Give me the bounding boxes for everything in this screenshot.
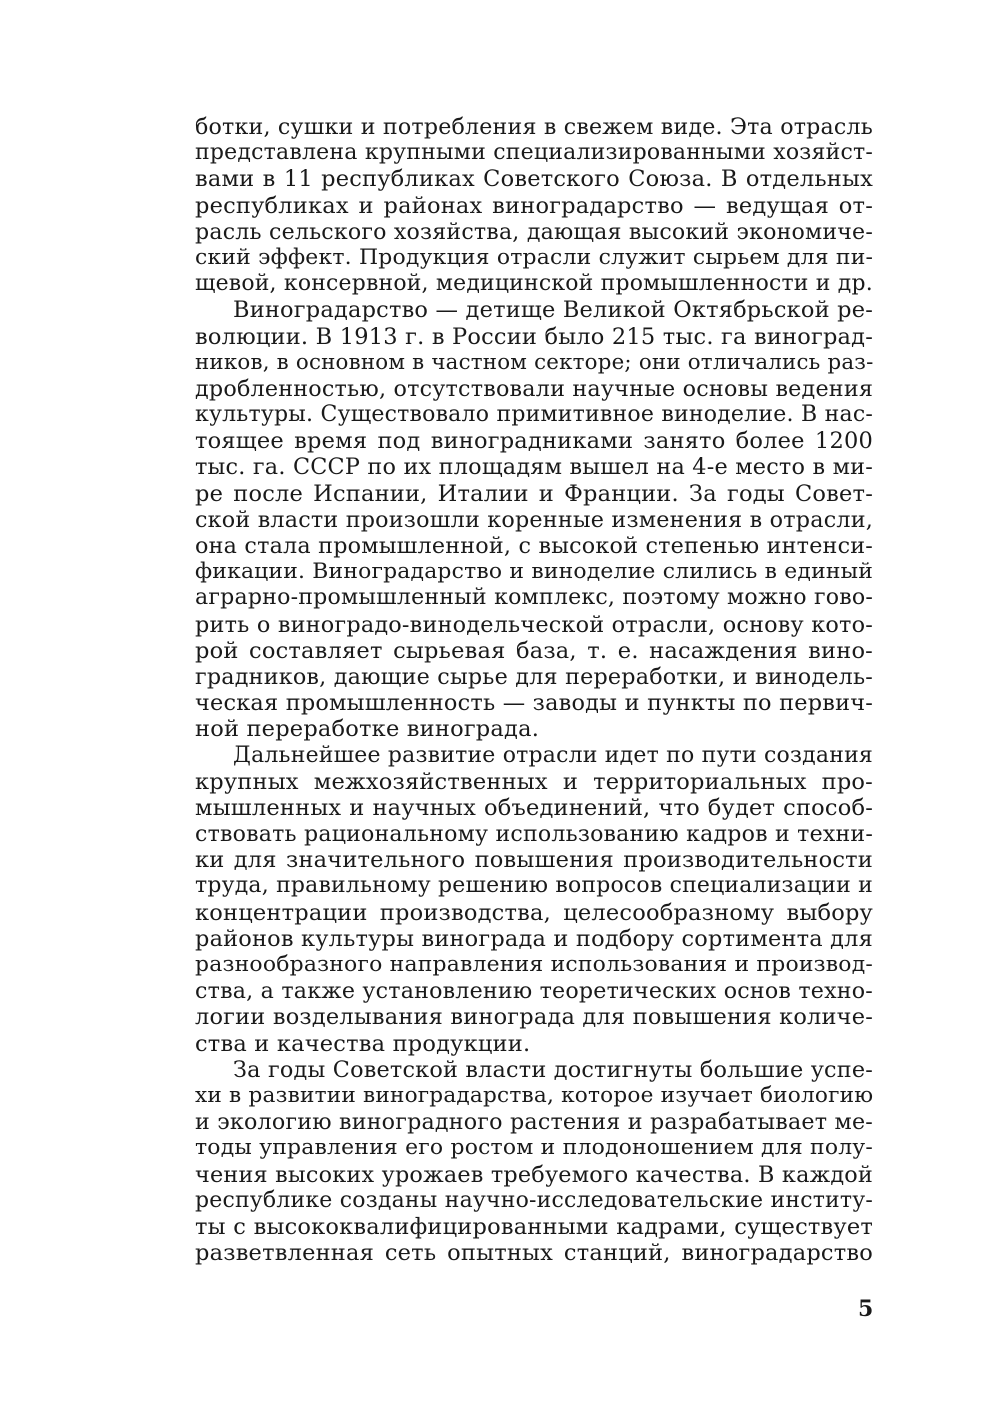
text-line: тоящее время под виноградниками занято более 1200 [195,428,873,455]
text-line: дробленностью, отсутствовали научные основы ведения [195,375,874,402]
text-line: Виноградарство — детище Великой Октябрьской ре- [233,297,873,324]
text-line: тыс. га. СССР по их площадям вышел на 4-е место в ми- [195,454,873,481]
text-line: вами в 11 республиках Советского Союза. В отдельных [195,166,873,193]
text-line: ников, в основном в частном секторе; они отличались раз- [195,349,874,375]
text-line: республиках и районах виноградарство — ведущая от- [195,192,873,219]
text-line: ки для значительного повышения производительности [195,847,873,874]
text-line: ский эффект. Продукция отрасли служит сырьем для пи- [195,244,874,270]
text-line: градников, дающие сырье для переработки, и винодель- [195,663,873,690]
text-line: ботки, сушки и потребления в свежем виде. Эта отрасль [195,114,873,140]
text-line: логии возделывания винограда для повышения количе- [195,1004,873,1031]
paragraph [195,297,873,742]
paragraph [195,114,873,297]
text-line: ной переработке винограда. [195,716,540,743]
text-line: рой составляет сырьевая база, т. е. насаждения вино- [195,637,873,664]
body-text [195,114,873,1266]
text-line: культуры. Существовало примитивное виноделие. В нас- [195,402,873,428]
text-line: аграрно-промышленный комплекс, поэтому можно гово- [195,585,874,611]
text-line: За годы Советской власти достигнуты большие успе- [233,1056,873,1083]
text-line: ре после Испании, Италии и Франции. За годы Совет- [195,480,873,507]
text-line: крупных межхозяйственных и территориальных про- [195,768,873,795]
page-number: 5 [858,1296,874,1322]
text-line: фикации. Виноградарство и виноделие слились в единый [195,559,873,585]
text-line: хи в развитии виноградарства, которое изучает биологию [195,1082,874,1108]
text-line: Дальнейшее развитие отрасли идет по пути создания [233,742,873,768]
text-line: ства, а также установлению теоретических основ техно- [195,978,873,1005]
text-line: рить о виноградо-винодельческой отрасли, основу кото- [195,611,873,638]
text-line: представлена крупными специализированными хозяйст- [195,140,873,166]
text-line: ствовать рациональному использованию кадров и техни- [195,821,873,848]
text-line: мышленных и научных объединений, что будет способ- [195,794,873,821]
text-line: щевой, консервной, медицинской промышленности и др. [195,271,873,297]
text-line: районов культуры винограда и подбору сортимента для [195,925,873,952]
text-line: тоды управления его ростом и плодоношением для полу- [195,1135,873,1161]
text-line: ческая промышленность — заводы и пункты по первич- [195,690,873,717]
text-line: республике созданы научно-исследовательские институ- [195,1187,873,1213]
paragraph [195,743,873,1057]
text-line: ты с высококвалифицированными кадрами, существует [195,1213,873,1240]
text-line: чения высоких урожаев требуемого качества. В каждой [195,1161,873,1188]
text-line: и экологию виноградного растения и разрабатывает ме- [195,1109,873,1136]
text-line: труда, правильному решению вопросов специализации и [195,873,873,899]
text-line: разнообразного направления использования и производ- [195,952,873,977]
text-line: расль сельского хозяйства, дающая высокий экономиче- [195,218,873,245]
text-line: разветвленная сеть опытных станций, виноградарство [195,1240,873,1267]
text-line: волюции. В 1913 г. в России было 215 тыс. га виноград- [195,323,873,350]
text-line: ства и качества продукции. [195,1030,531,1057]
text-line: ской власти произошли коренные изменения в отрасли, [195,506,873,533]
paragraph [195,1057,873,1267]
text-line: она стала промышленной, с высокой степенью интенси- [195,533,873,559]
text-line: концентрации производства, целесообразному выбору [195,899,873,926]
